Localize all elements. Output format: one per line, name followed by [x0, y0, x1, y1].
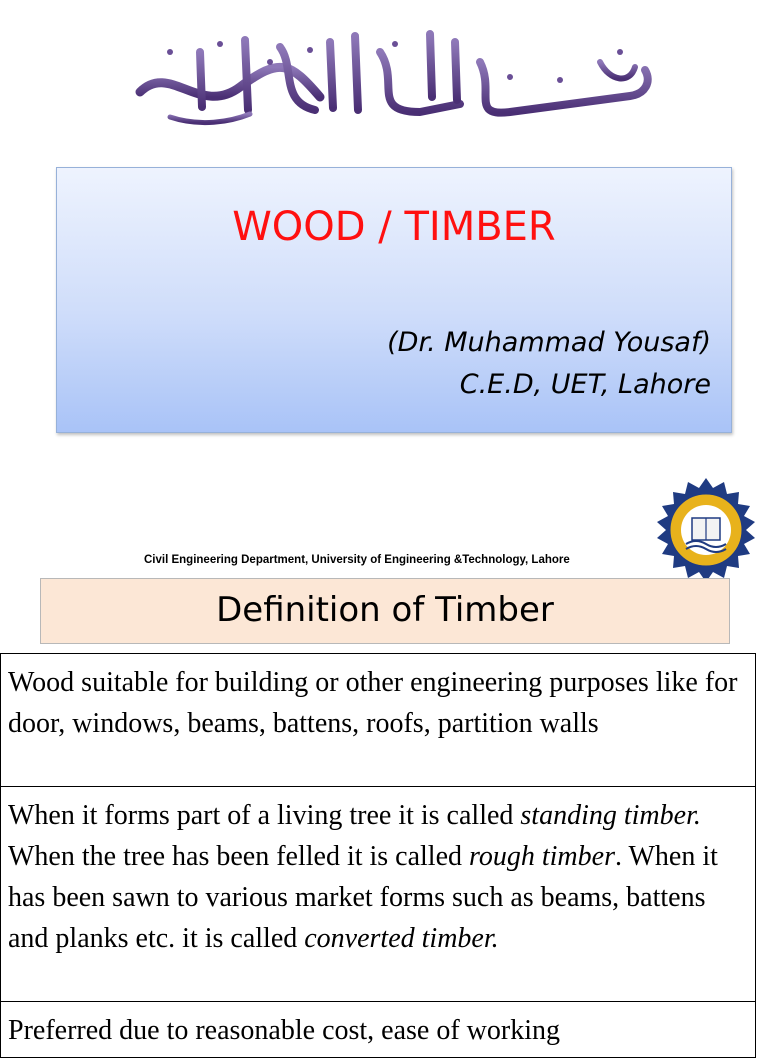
author-block: [387, 322, 711, 406]
university-logo: [656, 478, 756, 578]
definition-text: When the tree has been felled it is called: [8, 841, 470, 872]
definition-text: When it forms part of a living tree it is called: [8, 800, 521, 831]
basmala-calligraphy: [130, 22, 660, 132]
definition-cell: Wood suitable for building or other engineering purposes like for door, windows, beams, battens, roofs, partition walls: [1, 654, 756, 787]
definition-title: Definition of Timber: [216, 590, 554, 630]
definition-cell: [1, 787, 756, 1002]
term-standing-timber: standing timber.: [520, 800, 701, 831]
definition-cell: Preferred due to reasonable cost, ease of working: [1, 1002, 756, 1058]
definition-text: . When it has been sawn to various market forms such as beams, battens and planks etc. it is called: [8, 841, 718, 954]
table-row: [1, 654, 756, 787]
term-rough-timber: rough timber: [469, 841, 615, 872]
table-row: [1, 787, 756, 1002]
definition-header: [40, 578, 730, 644]
title-panel: [56, 167, 732, 433]
presentation-title: WOOD / TIMBER: [232, 204, 556, 250]
term-converted-timber: converted timber.: [304, 923, 499, 954]
table-row: [1, 1002, 756, 1058]
author-name: (Dr. Muhammad Yousaf): [387, 327, 711, 358]
author-affiliation: C.E.D, UET, Lahore: [459, 369, 711, 400]
department-footer: Civil Engineering Department, University of Engineering &Technology, Lahore: [144, 554, 570, 566]
definition-table: [0, 653, 756, 1058]
